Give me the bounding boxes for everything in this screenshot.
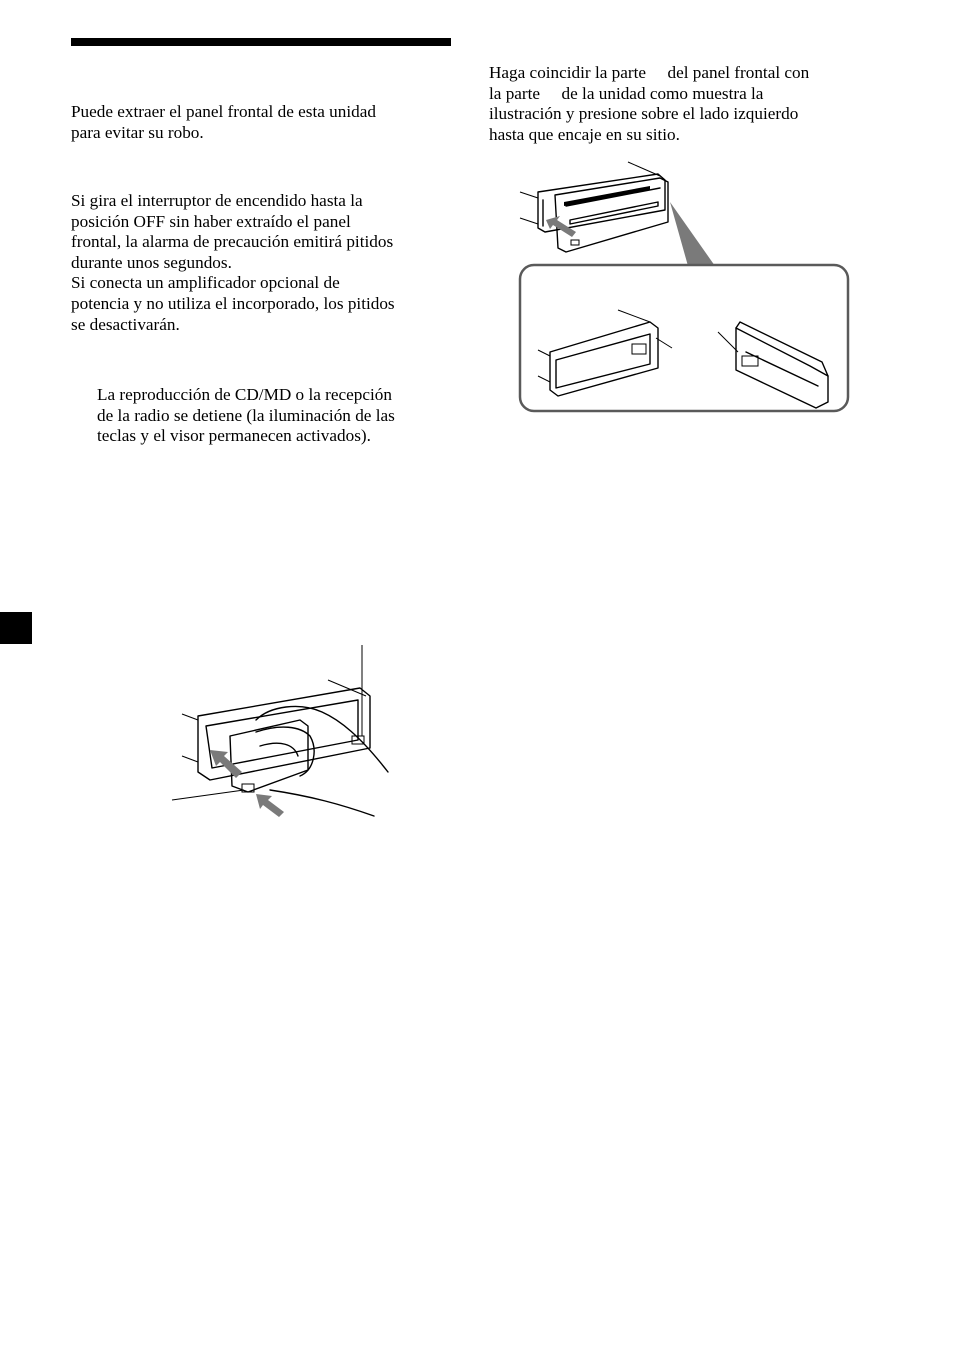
leader-line bbox=[628, 162, 660, 176]
attach-paragraph bbox=[489, 63, 809, 145]
text-line: durante unos segundos. bbox=[71, 252, 232, 272]
text-line: Si gira el interruptor de encendido hasta la bbox=[71, 191, 363, 210]
text-line: Si conecta un amplificador opcional de bbox=[71, 273, 340, 293]
text-line: Puede extraer el panel frontal de esta unidad bbox=[71, 102, 376, 121]
press-arrow-icon bbox=[256, 794, 284, 817]
section-title-rule bbox=[71, 38, 451, 46]
pull-arrow-icon bbox=[210, 750, 242, 778]
text-line: frontal, la alarma de precaución emitirá pitidos bbox=[71, 232, 394, 252]
unit-outline bbox=[198, 688, 370, 780]
text-line: se desactivarán. bbox=[71, 314, 180, 334]
text-line: ilustración y presione sobre el lado izquierdo bbox=[489, 104, 799, 124]
text-line: La reproducción de CD/MD o la recepción bbox=[97, 385, 392, 404]
text-line: posición OFF sin haber extraído el panel bbox=[71, 211, 351, 231]
leader-line bbox=[182, 756, 198, 762]
text-line: de la radio se detiene (la iluminación de las bbox=[97, 405, 395, 425]
front-panel-outline bbox=[230, 720, 308, 792]
callout-pointer bbox=[670, 202, 715, 266]
leader-line bbox=[172, 790, 244, 800]
detail-callout-box bbox=[520, 265, 848, 411]
remove-front-panel-illustration bbox=[170, 640, 400, 830]
text-line: hasta que encaje en su sitio. bbox=[489, 124, 680, 144]
leader-line bbox=[520, 192, 538, 198]
text-line: la parte de la unidad como muestra la bbox=[489, 83, 764, 103]
text-line: teclas y el visor permanecen activados). bbox=[97, 426, 371, 446]
text-line: potencia y no utiliza el incorporado, los pitidos bbox=[71, 293, 395, 313]
front-panel-outline bbox=[555, 178, 668, 252]
attach-front-panel-illustration bbox=[510, 150, 860, 420]
intro-paragraph bbox=[71, 102, 376, 143]
alarm-paragraph bbox=[71, 191, 395, 335]
hand-outline bbox=[256, 706, 388, 816]
leader-line bbox=[520, 218, 538, 224]
text-line: para evitar su robo. bbox=[71, 122, 204, 142]
page-section-tab bbox=[0, 612, 32, 644]
step-paragraph bbox=[97, 385, 395, 447]
leader-line bbox=[182, 714, 198, 720]
text-line: Haga coincidir la parte del panel frontal con bbox=[489, 63, 810, 82]
